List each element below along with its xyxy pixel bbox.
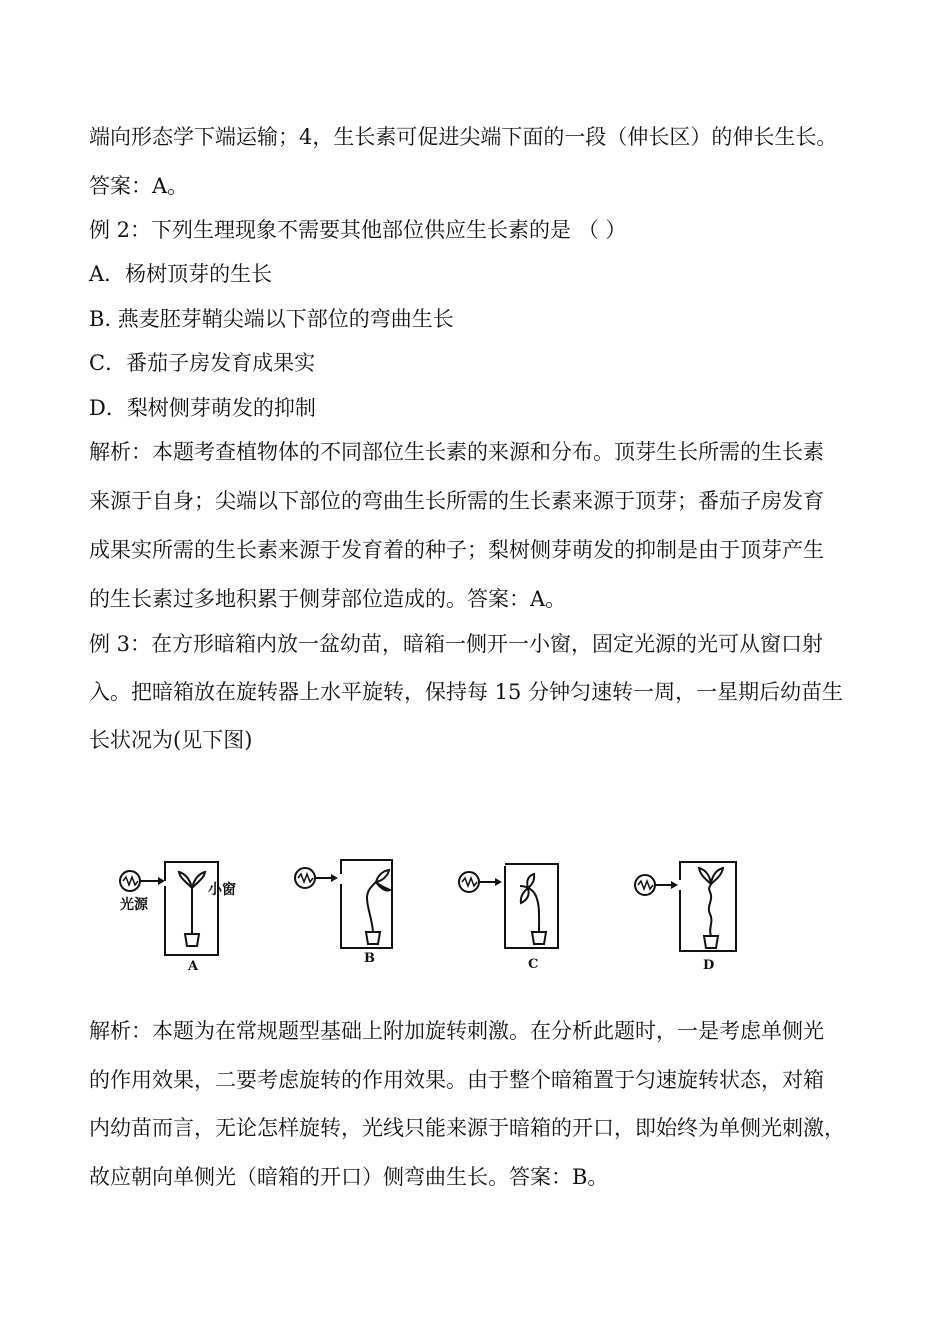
setup-b	[295, 860, 392, 948]
seedling-stem	[709, 884, 712, 936]
light-source-label: 光源	[120, 897, 148, 913]
text-line-2: 答案：A。	[89, 174, 189, 198]
text-line-4: A．杨树顶芽的生长	[89, 262, 273, 286]
seedling-figure-svg	[110, 848, 750, 978]
text-line-13: 入。把暗箱放在旋转器上水平旋转，保持每 15 分钟匀速转一周，一星期后幼苗生	[89, 680, 844, 704]
text-line-17: 内幼苗而言，无论怎样旋转，光线只能来源于暗箱的开口，即始终为单侧光刺激，	[89, 1116, 845, 1140]
text-line-11: 的生长素过多地积累于侧芽部位造成的。答案：A。	[89, 587, 567, 611]
flower-pot	[704, 936, 718, 948]
text-line-7: D．梨树侧芽萌发的抑制	[89, 396, 316, 420]
text-line-5: B. 燕麦胚芽鞘尖端以下部位的弯曲生长	[89, 307, 454, 331]
text-line-3: 例 2：下列生理现象不需要其他部位供应生长素的是 （ ）	[89, 218, 627, 242]
option-label-a: A	[188, 959, 199, 974]
option-label-b: B	[364, 951, 375, 966]
option-label-d: D	[703, 958, 715, 973]
text-line-18: 故应朝向单侧光（暗箱的开口）侧弯曲生长。答案：B。	[89, 1165, 609, 1189]
flower-pot	[185, 934, 199, 946]
setup-c	[459, 864, 558, 948]
text-line-8: 解析：本题考查植物体的不同部位生长素的来源和分布。顶芽生长所需的生长素	[89, 440, 824, 464]
seedling-stem	[367, 882, 376, 932]
text-line-14: 长状况为(见下图)	[89, 728, 253, 752]
flower-pot	[532, 932, 546, 944]
text-line-9: 来源于自身；尖端以下部位的弯曲生长所需的生长素来源于顶芽；番茄子房发育	[89, 489, 824, 513]
setup-d	[635, 862, 736, 951]
window-label: 小窗	[208, 882, 236, 898]
text-line-1: 端向形态学下端运输；4，生长素可促进尖端下面的一段（伸长区）的伸长生长。	[89, 125, 838, 149]
flower-pot	[366, 932, 380, 944]
text-line-12: 例 3：在方形暗箱内放一盆幼苗，暗箱一侧开一小窗，固定光源的光可从窗口射	[89, 632, 824, 656]
seedling-figure	[110, 848, 750, 982]
text-line-10: 成果实所需的生长素来源于发育着的种子；梨树侧芽萌发的抑制是由于顶芽产生	[89, 538, 824, 562]
text-line-15: 解析：本题为在常规题型基础上附加旋转刺激。在分析此题时，一是考虑单侧光	[89, 1019, 824, 1043]
option-label-c: C	[528, 957, 539, 972]
text-line-16: 的作用效果，二要考虑旋转的作用效果。由于整个暗箱置于匀速旋转状态，对箱	[89, 1068, 824, 1092]
text-line-6: C．番茄子房发育成果实	[89, 351, 316, 375]
